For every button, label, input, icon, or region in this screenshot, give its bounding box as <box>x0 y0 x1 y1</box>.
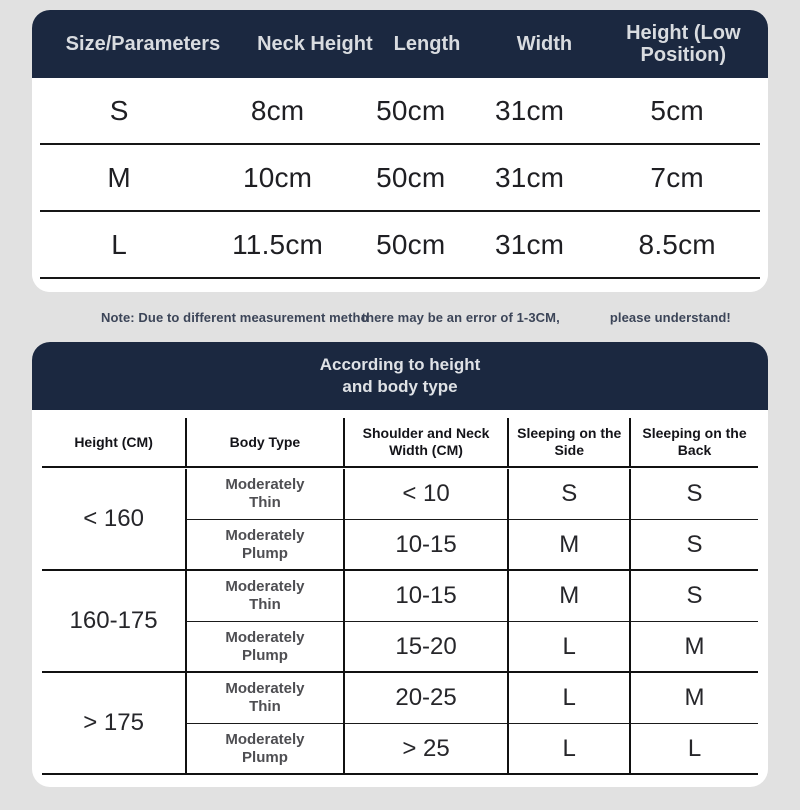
note-text-2: there may be an error of 1-3CM, <box>361 309 560 325</box>
size-row-s <box>40 78 760 145</box>
cell-width: 31cm <box>494 228 565 260</box>
size-parameters-card <box>32 10 768 292</box>
cell-sleeping-side: M <box>507 520 629 571</box>
cell-width: 31cm <box>494 94 565 126</box>
cell-size: S <box>109 94 129 126</box>
cell-sleeping-side: L <box>507 673 629 724</box>
cell-size: M <box>107 161 131 193</box>
col-header-height-low-position: Height (Low Position) <box>626 22 741 66</box>
cell-length: 50cm <box>376 228 446 260</box>
cell-sleeping-back: S <box>629 520 758 571</box>
cell-neck-height: 11.5cm <box>232 228 324 260</box>
cell-sleeping-back: S <box>629 571 758 622</box>
cell-shoulder-neck-width: 10-15 <box>343 520 508 571</box>
height-group-under-160: < 160 <box>42 469 185 571</box>
col-header-body-type: Body Type <box>185 418 343 468</box>
size-parameters-header-row <box>32 10 768 78</box>
cell-shoulder-neck-width: 15-20 <box>343 622 508 673</box>
cell-body-type: Moderately Plump <box>185 520 343 571</box>
cell-length: 50cm <box>376 161 446 193</box>
cell-sleeping-back: M <box>629 673 758 724</box>
height-body-type-card <box>32 342 768 787</box>
cell-width: 31cm <box>494 161 565 193</box>
cell-sleeping-back: L <box>629 724 758 775</box>
cell-height-low: 8.5cm <box>638 228 716 260</box>
title-line-2: and body type <box>342 377 458 396</box>
cell-shoulder-neck-width: < 10 <box>343 469 508 520</box>
note-text-1: Note: Due to different measurement metho <box>101 309 369 325</box>
col-header-width: Width <box>516 33 573 55</box>
cell-body-type: Moderately Plump <box>185 622 343 673</box>
cell-sleeping-side: M <box>507 571 629 622</box>
measurement-note <box>0 292 800 342</box>
height-group-160-175: 160-175 <box>42 571 185 673</box>
height-body-type-title <box>32 342 768 410</box>
size-row-m <box>40 145 760 212</box>
cell-sleeping-back: M <box>629 622 758 673</box>
cell-sleeping-side: S <box>507 469 629 520</box>
cell-body-type: Moderately Plump <box>185 724 343 775</box>
cell-shoulder-neck-width: > 25 <box>343 724 508 775</box>
cell-height-low: 7cm <box>650 161 704 193</box>
cell-body-type: Moderately Thin <box>185 469 343 520</box>
cell-shoulder-neck-width: 10-15 <box>343 571 508 622</box>
cell-sleeping-side: L <box>507 622 629 673</box>
cell-body-type: Moderately Thin <box>185 673 343 724</box>
col-header-height-cm: Height (CM) <box>42 418 185 468</box>
cell-length: 50cm <box>376 94 446 126</box>
height-body-type-grid <box>42 418 758 775</box>
col-header-neck-height: Neck Height <box>257 33 373 55</box>
height-group-over-175: > 175 <box>42 673 185 775</box>
title-line-1: According to height <box>319 354 481 374</box>
cell-size: L <box>111 228 128 260</box>
size-parameters-body <box>32 78 768 292</box>
cell-body-type: Moderately Thin <box>185 571 343 622</box>
col-header-sleeping-side: Sleeping on the Side <box>507 418 629 468</box>
col-header-shoulder-neck-width: Shoulder and Neck Width (CM) <box>343 418 508 468</box>
cell-shoulder-neck-width: 20-25 <box>343 673 508 724</box>
size-chart-page <box>0 10 800 810</box>
size-row-l <box>40 212 760 279</box>
col-header-sleeping-back: Sleeping on the Back <box>629 418 758 468</box>
cell-neck-height: 8cm <box>250 94 305 126</box>
col-header-size-parameters: Size/Parameters <box>65 33 221 55</box>
note-text-3: please understand! <box>609 309 731 325</box>
cell-sleeping-back: S <box>629 469 758 520</box>
col-header-length: Length <box>393 33 461 55</box>
cell-sleeping-side: L <box>507 724 629 775</box>
cell-height-low: 5cm <box>650 94 704 126</box>
cell-neck-height: 10cm <box>242 161 313 193</box>
